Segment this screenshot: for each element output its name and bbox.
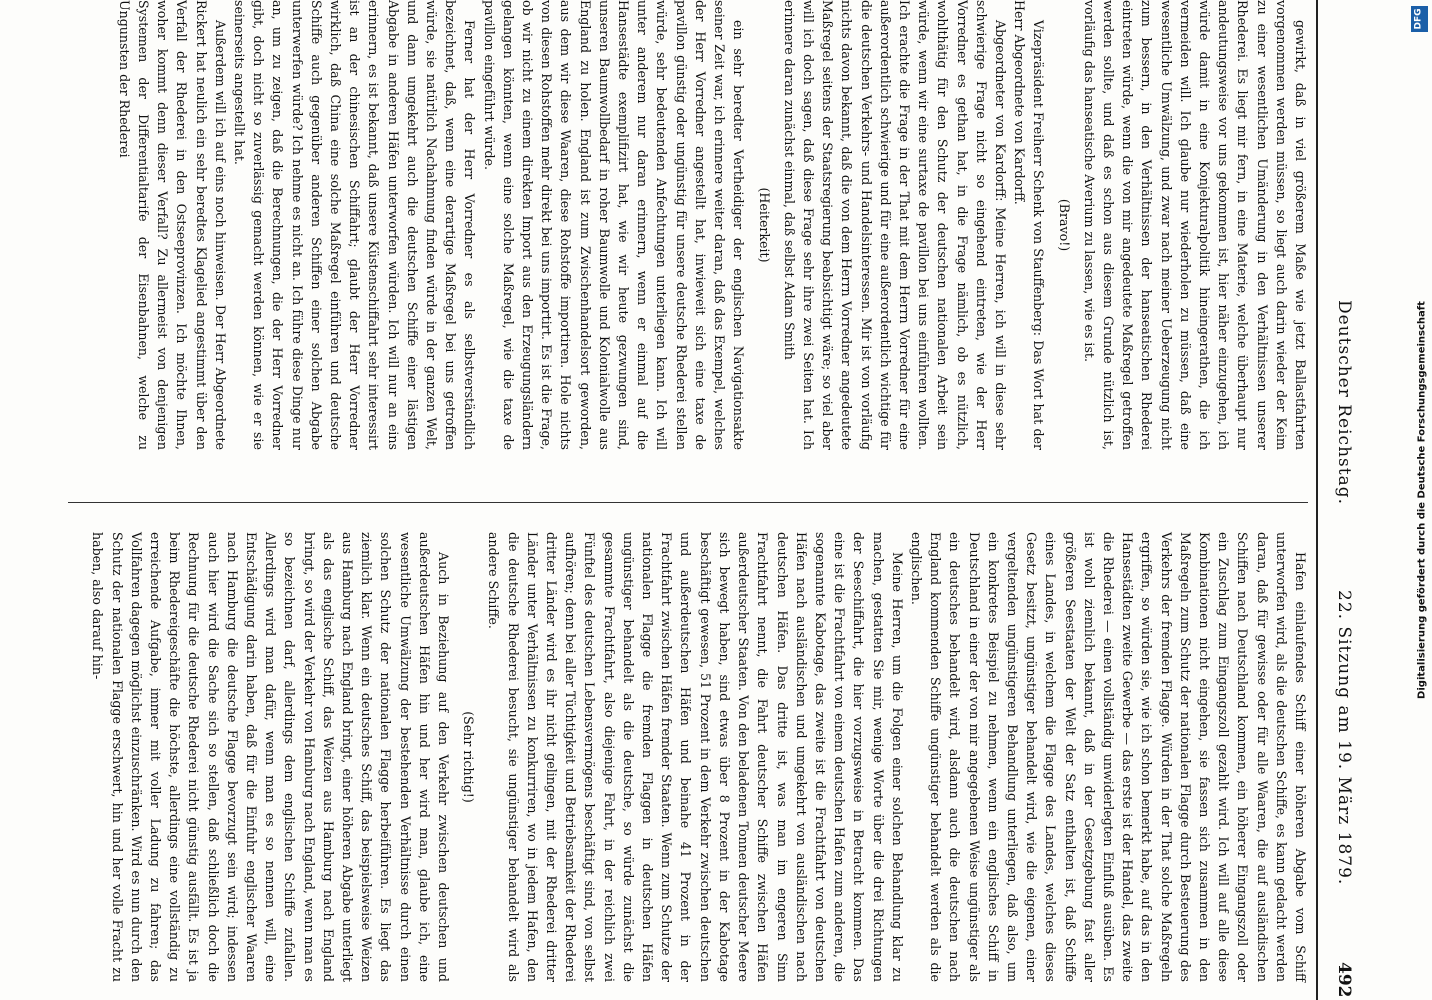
paragraph: ein sehr beredter Vertheidiger der englischen Navigationsakte seiner Zeit war, ich erinnere weiter daran, daß das Exempel, welches der Herr Vorredner angestellt hat, inwieweit sich eine taxe de pavillon günstig oder ungünstig für unsere deutsche Rhederei stellen würde, sehr bedeutenden Anfechtungen unterliegen kann. Ich will unter anderem nur daran erinnern, wenn er einmal auf die Hansestädte exemplifizirt hat, wie wir heute gezwungen sind, unseren Baumwollbedarf in roher Baumwolle und Kolonialwolle aus England zu holen. England ist zum Zwischenhandelsort geworden, aus dem wir diese Waaren, diese Rohstoffe importiren. Hole nichts von diesen Rohstoffen mehr direkt bei uns importirt. Es ist die Frage, ob wir nicht zu einem direkten Import aus den Erzeugungsländern gelangen könnten, wenn eine solche Maßregel, wie die taxe de pavillon eingeführt würde.: [481, 0, 747, 450]
speaker-paragraph: Abgeordneter von Kardorff: Meine Herren, ich will in diese sehr schwierige Frage nicht so eingehend eintreten, wie der Herr Vorredner es gethan hat, in die Frage nämlich, ob es nützlich, wohlthätig für den Schutz der deutschen nationalen Arbeit sein würde, wenn wir eine surtaxe de pavillon bei uns einführen wollten. Ich erachte die Frage in der That mit dem Herrn Vorredner für eine außerordentlich schwierige und für eine außerordentlich wichtige für die deutschen Verkehrs- und Handelsinteressen. Mir ist von vorläufig nichts davon bekannt, daß die von dem Herrn Vorredner angedeutete Maßregel seitens der Staatsregierung beabsichtigt wäre; so viel aber will ich doch sagen, daß diese Frage sehr ihre zwei Seiten hat. Ich erinnere daran zunächst einmal, daß selbst Adam Smith: [781, 0, 1008, 450]
paragraph: Auch in Beziehung auf den Verkehr zwischen deutschen und außerdeutschen Häfen hin und her wird man, glaube ich, eine wesentliche Umwälzung der bestehenden Verhältnisse durch einen solchen Schutz der nationalen Flagge herbeiführen. Es liegt das ziemlich klar. Wenn ein deutsches Schiff, das beispielsweise Weizen aus Hamburg nach England bringt, einer höheren Abgabe unterliegt als das englische Schiff, das Weizen aus Hamburg nach England bringt, so wird der Verkehr von Hamburg nach England, wenn man es so bezeichnen darf, allerdings dem englischen Schiffe zufallen. Allerdings wird man dafür, wenn man es so nennen will, eine Entschädigung darin haben, daß für die Einfuhr englischer Waaren nach Hamburg die deutsche Flagge bevorzugt sein wird; indessen auch hier wird die Sache sich so stellen, daß schließlich doch die Rechnung für die deutsche Rhederei nicht günstig ausfällt. Es ist ja beim Rhedereigeschäfte die höchste, allerdings eine vollständig zu erreichende Aufgabe, immer mit voller Ladung zu fahren; das Vollfahren dagegen möglichst einzuschränken. Wird es nun durch den Schutz der nationalen Flagge erschwert, hin und her volle Fracht zu haben, also darauf hin-: [90, 532, 452, 982]
speaker-paragraph: Vizepräsident Freiherr Schenk von Stauffenberg: Das Wort hat der Herr Abgeordnete von Kardorff.: [1012, 0, 1047, 450]
interjection: (Bravo!): [1056, 198, 1072, 252]
dfg-logo-icon: [1411, 6, 1428, 32]
paragraph: Außerdem will ich auf eins noch hinweisen. Der Herr Abgeordnete Rickert hat neulich ein sehr beredtes Klagelied angestimmt über den Verfall der Rhederei in den Ostseeprovinzen. Ich möchte Ihnen, woher kommt denn dieser Verfall? Zu allermeist von denjenigen Systemen der Differentialtarife der Eisenbahnen, welche zu Ungunsten der Rhederei: [116, 0, 228, 450]
header-rule: [1316, 0, 1318, 1000]
paragraph: Hafen einlaufendes Schiff einer höheren Abgabe vom Schiff unterworfen wird, als die deutschen Schiffe, es kann gedacht werden daran, daß für gewisse oder für alle Waaren, die auf ausländischen Schiffen nach Deutschland kommen, ein höherer Eingangszoll oder ein Zuschlag zum Eingangszoll gezahlt wird. Ich will auf alle diese Kombinationen nicht eingehen, sie fassen sich zusammen in den Maßregeln zum Schutz der nationalen Flagge durch Besteuerung des Verkehrs der fremden Flagge. Würden in der That solche Maßregeln ergriffen, so würden sie, wie ich schon bemerkt habe, auf das in den Hansestädten zweite Gewerbe — das erste ist der Handel, das zweite die Rhederei — einen vollständig unwiderlegten Einfluß ausüben. Es ist wohl ziemlich bekannt, daß in der Gesetzgebung fast aller größeren Seestaaten der Welt der Satz enthalten ist, daß Schiffe eines Landes, in welchem die Flagge des Landes, welches dieses Gesetz besitzt, ungünstiger behandelt wird, wie die eigenen, einer vergeltenden ungünstigeren Behandlung unterliegen, daß also, um ein konkretes Beispiel zu nehmen, wenn ein englisches Schiff in Deutschland in einer der von mir angegebenen Weise ungünstiger als ein deutsches behandelt wird, alsdann auch die deutschen nach England kommenden Schiffe ungünstiger behandelt werden als die englischen.: [908, 532, 1308, 982]
right-text-column: [88, 532, 1310, 982]
title-right: 22. Sitzung am 19. März 1879.: [1334, 590, 1354, 886]
paragraph: Ferner hat der Herr Vorredner es als selbstverständlich bezeichnet, daß, wenn eine derartige Maßregel bei uns getroffen würde, sie natürlich Nachahmung finden würde in der ganzen Welt, und dann umgekehrt auch die deutschen Schiffe einer lästigen Abgabe in anderen Häfen unterworfen würden. Ich will nur an eins erinnern, es ist bekannt, daß unsere Küstenschiffahrt sehr interessirt ist an der chinesischen Schiffahrt; glaubt der Herr Vorredner wirklich, daß China eine solche Maßregel einführen und deutsche Schiffe auch gegenüber anderen Schiffen einer solchen Abgabe unterwerfen würde? Ich nehme es nicht an. Ich führe diese Dinge nur an, um zu zeigen, daß die Berechnungen, die der Herr Vorredner gibt, doch nicht so zuverlässig gemacht werden können, wie er sie seinerseits angestellt hat.: [232, 0, 478, 450]
digitization-sidebar: [1408, 0, 1432, 1000]
rotated-page-content: [30, 0, 1370, 1000]
interjection: (Sehr richtig!): [461, 711, 477, 803]
paragraph: Meine Herren, um die Folgen einer solchen Behandlung klar zu machen, gestatten Sie mir, wenige Worte über die drei Richtungen der Seeschiffahrt, die hier vorzugsweise in Betracht kommen. Das eine ist die Frachtfahrt von einem deutschen Hafen zum anderen, die sogenannte Kabotage, das zweite ist die Frachtfahrt von deutschen Häfen nach ausländischen und umgekehrt von ausländischen nach deutschen Häfen. Das dritte ist, was man im engeren Sinn Frachtfahrt nennt, die Fahrt deutscher Schiffe zwischen Häfen außerdeutscher Staaten. Von den beladenen Tonnen deutscher Meere sich bewegt haben, sind etwas über 8 Prozent in der Kabotage beschäftigt gewesen, 51 Prozent in dem Verkehr zwischen deutschen und außerdeutschen Häfen und beinahe 41 Prozent in der Frachtfahrt zwischen Häfen fremder Staaten. Wenn zum Schutze der nationalen Flagge die fremden Flaggen in deutschen Häfen ungünstiger behandelt als die deutsche, so würde zunächst die gesammte Frachtfahrt, also diejenige Fahrt, in der reichlich zwei Fünftel des deutschen Lebensvermögens beschäftigt sind, von selbst aufhören; denn bei aller Tüchtigkeit und Betriebsamkeit der Rhederei dritter Länder wird es ihr nicht gelingen, mit der Rhederei dritter Länder unter Verhältnissen zu konkurriren, wo in jedem Hafen, den die deutsche Rhederei besucht, sie ungünstiger behandelt wird als andere Schiffe.: [486, 532, 905, 982]
left-text-column: [115, 0, 1310, 450]
column-divider: [68, 502, 1308, 503]
page-number: 492: [1334, 962, 1354, 998]
sidebar-credit-text: Digitalisierung gefördert durch die Deutsche Forschungsgemeinschaft: [1416, 301, 1428, 699]
interjection: (Heiterkeit): [756, 187, 772, 263]
title-left: Deutscher Reichstag.: [1334, 300, 1354, 505]
paragraph: gewirkt, daß in viel größerem Maße wie jetzt Ballastfahrten vorgenommen werden müssen, so liegt auch darin wieder der Keim zu einer wesentlichen Umänderung in den Verhältnissen unserer Rhederei. Es liegt mir fern, in eine Materie, welche überhaupt nur andeutungsweise vor uns gekommen ist, hier näher einzugehen, ich würde damit in eine Konjekturalpolitik hineingerathen, die ich vermeiden will. Ich glaube nur wiederholen zu müssen, daß eine wesentliche Umwälzung, und zwar nach meiner Ueberzeugung nicht zum bessern, in den Verhältnissen der hanseatischen Rhederei eintreten würde, wenn die von mir angedeutete Maßregel getroffen werden sollte, und daß es schon aus diesem Grunde nützlich ist, vorläufig das hanseatische Averium zu lassen, wie es ist.: [1081, 0, 1308, 450]
dfg-badge-label: DFG: [1413, 8, 1424, 30]
page-header: [1314, 0, 1370, 1000]
